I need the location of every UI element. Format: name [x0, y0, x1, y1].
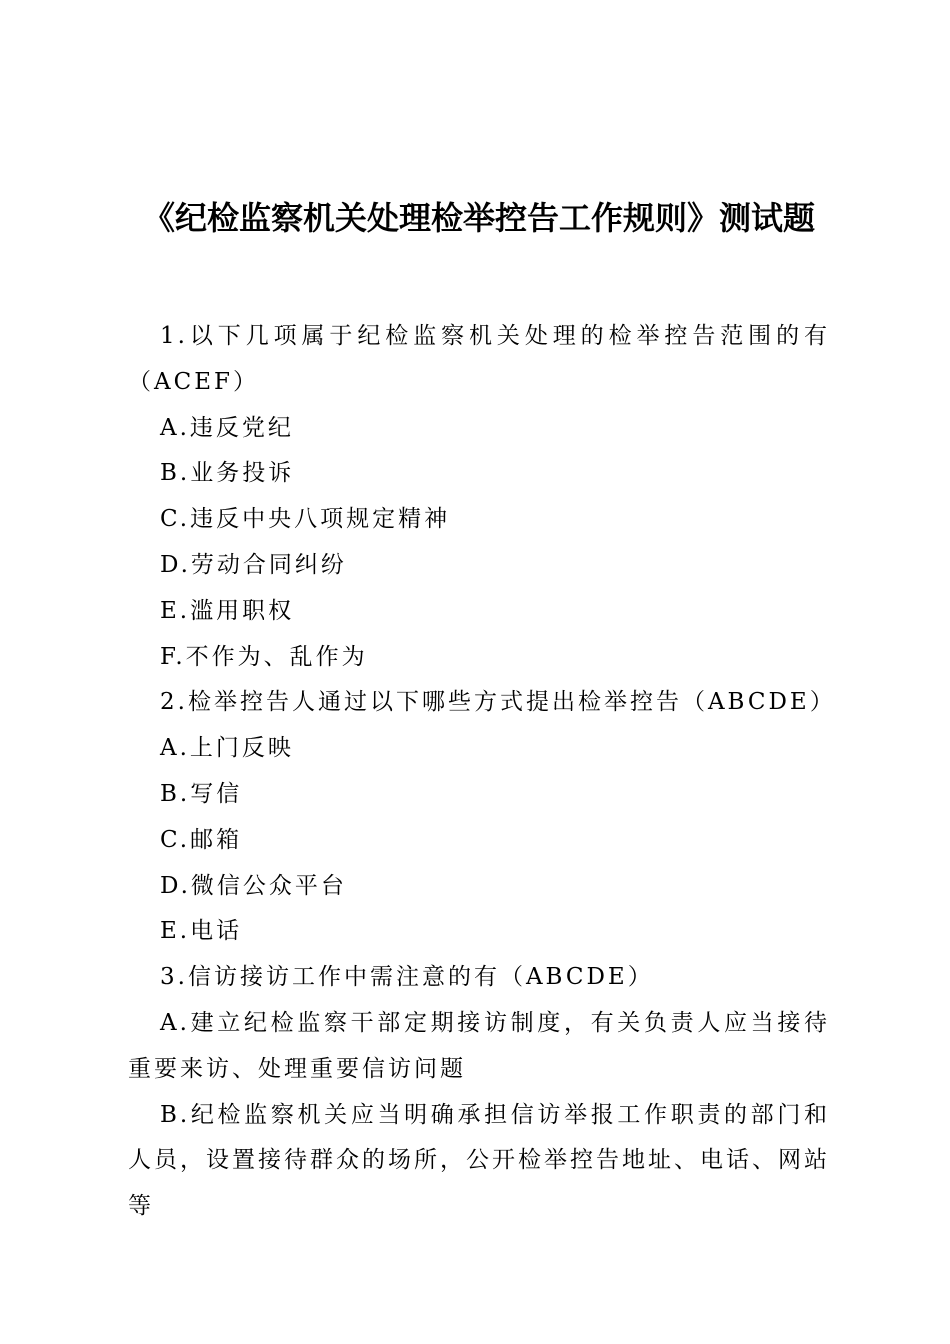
option-item: F.不作为、乱作为	[160, 643, 368, 670]
option-item: B.写信	[160, 780, 243, 807]
question-stem: 1.以下几项属于纪检监察机关处理的检举控告范围的有（ACEF）	[128, 323, 830, 395]
option-item: B.纪检监察机关应当明确承担信访举报工作职责的部门和人员，设置接待群众的场所，公开检举控告地址、电话、网站等	[128, 1101, 830, 1220]
option-item: C.邮箱	[160, 826, 243, 853]
option-item: A.违反党纪	[160, 414, 294, 441]
option-item: C.违反中央八项规定精神	[160, 506, 451, 533]
option-item: E.滥用职权	[160, 597, 295, 624]
option-item: B.业务投诉	[160, 460, 295, 487]
option-item: A.建立纪检监察干部定期接访制度，有关负责人应当接待重要来访、处理重要信访问题	[128, 1009, 830, 1082]
document-title: 《纪检监察机关处理检举控告工作规则》测试题	[142, 199, 815, 237]
option-item: A.上门反映	[160, 735, 294, 762]
option-item: D.劳动合同纠纷	[160, 551, 347, 578]
question-stem: 2.检举控告人通过以下哪些方式提出检举控告（ABCDE）	[160, 689, 836, 716]
option-item: E.电话	[160, 918, 243, 945]
document-body	[128, 314, 836, 1230]
question-stem: 3.信访接访工作中需注意的有（ABCDE）	[160, 964, 654, 991]
option-item: D.微信公众平台	[160, 872, 347, 899]
